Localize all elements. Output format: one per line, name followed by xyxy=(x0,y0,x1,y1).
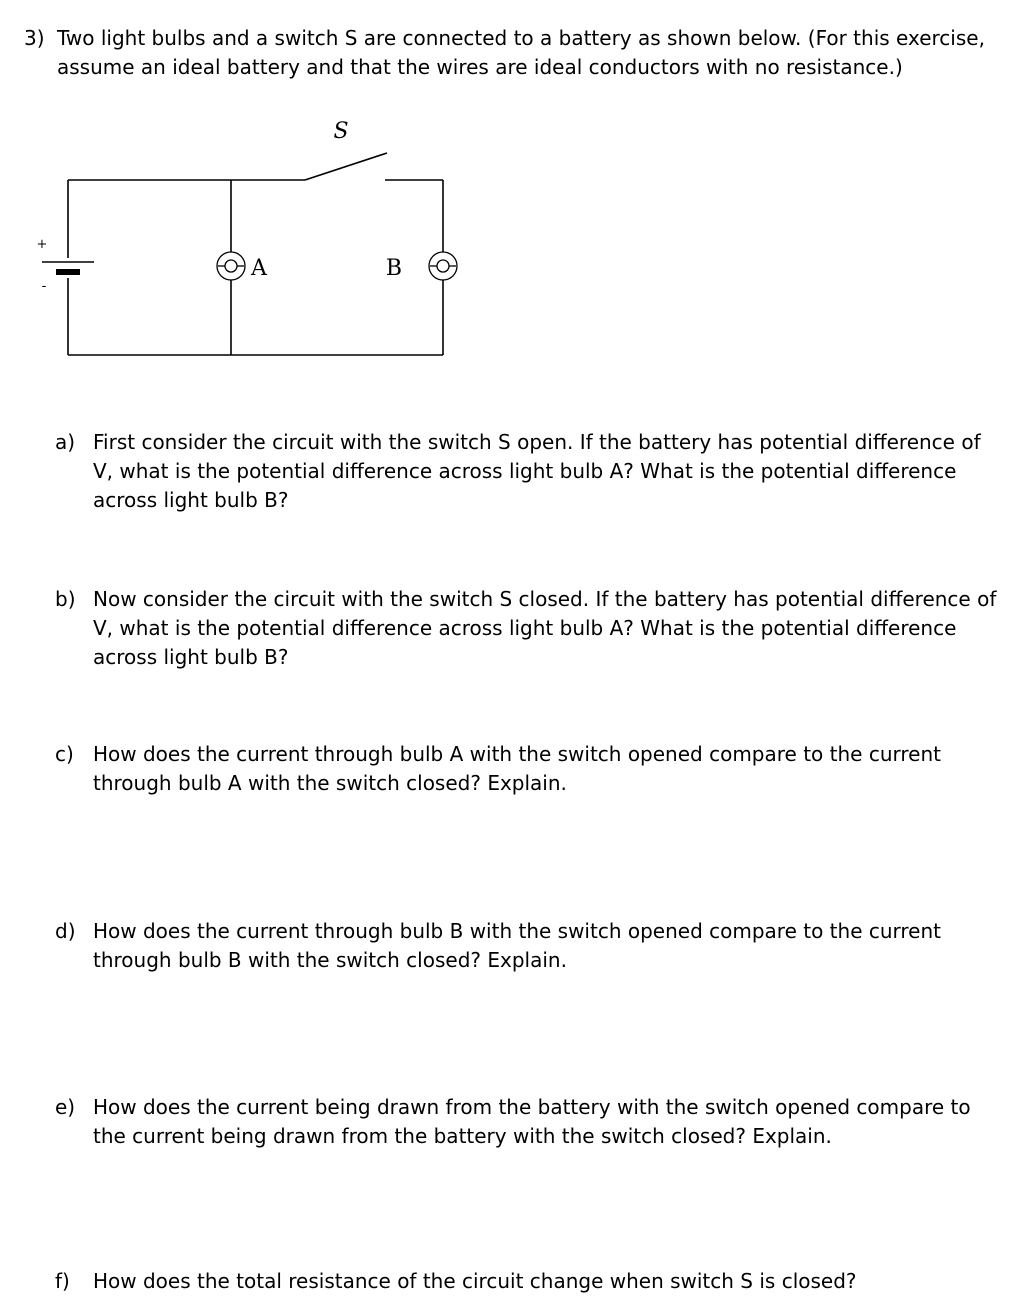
battery-icon xyxy=(42,262,94,272)
part-b-label: b) xyxy=(55,587,76,611)
part-f-label: f) xyxy=(55,1269,70,1293)
question-text: Two light bulbs and a switch S are connected to a battery as shown below. (For this exercise, assume an ideal battery and that the wires are ideal conductors with no resistance.) xyxy=(57,26,985,79)
question-header xyxy=(24,24,999,82)
bulb-a-label: A xyxy=(251,256,267,281)
part-a xyxy=(55,428,1003,515)
part-a-text: First consider the circuit with the switch S open. If the battery has potential difference of V, what is the potential difference across light bulb A? What is the potential difference across light bulb B? xyxy=(93,430,981,512)
part-d-text: How does the current through bulb B with the switch opened compare to the current through bulb B with the switch closed? Explain. xyxy=(93,919,942,972)
part-f-text: How does the total resistance of the circuit change when switch S is closed? xyxy=(93,1269,857,1293)
battery-minus-label: - xyxy=(41,278,47,294)
bulb-b-label: B xyxy=(385,256,403,281)
part-e-label: e) xyxy=(55,1095,76,1119)
part-d xyxy=(55,917,1003,975)
part-e xyxy=(55,1093,1003,1151)
part-c xyxy=(55,740,1003,798)
bulb-b-icon xyxy=(429,252,457,280)
switch-blade xyxy=(305,153,387,180)
part-d-label: d) xyxy=(55,919,76,943)
part-e-text: How does the current being drawn from the battery with the switch opened compare to the current being drawn from the battery with the switch closed? Explain. xyxy=(93,1095,971,1148)
part-c-text: How does the current through bulb A with the switch opened compare to the current through bulb A with the switch closed? Explain. xyxy=(93,742,941,795)
bulb-a-icon xyxy=(217,252,245,280)
part-c-label: c) xyxy=(55,742,74,766)
part-b xyxy=(55,585,1003,672)
part-a-label: a) xyxy=(55,430,76,454)
battery-plus-label: + xyxy=(36,237,48,252)
part-b-text: Now consider the circuit with the switch S closed. If the battery has potential difference of V, what is the potential difference across light bulb A? What is the potential difference across light bulb B? xyxy=(93,587,997,669)
question-number: 3) xyxy=(24,26,45,50)
circuit-diagram xyxy=(30,108,470,370)
part-f xyxy=(55,1267,1003,1296)
switch-label: S xyxy=(333,119,349,144)
